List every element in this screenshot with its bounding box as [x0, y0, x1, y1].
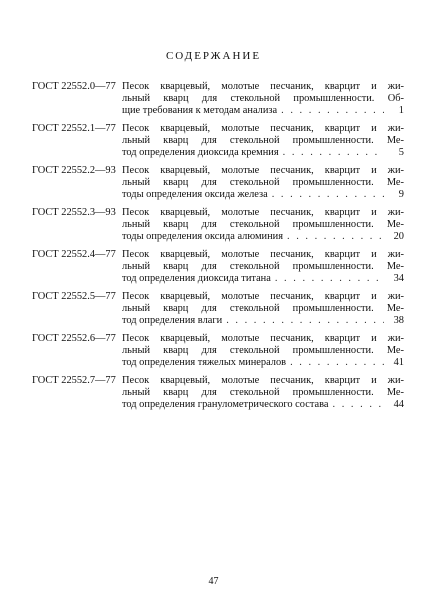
entry-line: тод определения тяжелых минералов — [122, 357, 287, 368]
toc-entry — [32, 123, 404, 159]
entry-text — [122, 375, 404, 411]
entry-last-line — [122, 357, 404, 369]
entry-line: Песок кварцевый, молотые песчаник, кварцит и жи- — [122, 291, 404, 302]
dot-leader — [333, 399, 384, 411]
entry-line: Песок кварцевый, молотые песчаник, кварцит и жи- — [122, 375, 404, 386]
dot-leader — [272, 189, 384, 201]
entry-line: льный кварц для стекольной промышленности. Об- — [122, 93, 404, 104]
entry-line: тод определения гранулометрического состава — [122, 399, 329, 410]
entry-line: тод определения диоксида титана — [122, 273, 271, 284]
entry-line: тод определения диоксида кремния — [122, 147, 279, 158]
entry-line: тоды определения оксида железа — [122, 189, 268, 200]
page-ref: 38 — [393, 315, 404, 326]
entry-line: Песок кварцевый, молотые песчаник, кварцит и жи- — [122, 249, 404, 260]
entry-line: Песок кварцевый, молотые песчаник, кварцит и жи- — [122, 333, 404, 344]
entry-line: Песок кварцевый, молотые песчаник, кварцит и жи- — [122, 165, 404, 176]
dot-leader — [287, 231, 384, 243]
entry-last-line — [122, 147, 404, 159]
toc-entry — [32, 291, 404, 327]
entry-line: Песок кварцевый, молотые песчаник, кварцит и жи- — [122, 81, 404, 92]
entry-line: тоды определения оксида алюминия — [122, 231, 283, 242]
entry-last-line — [122, 231, 404, 243]
entry-text — [122, 123, 404, 159]
entry-text — [122, 333, 404, 369]
page-ref: 41 — [393, 357, 404, 368]
page-ref: 9 — [398, 189, 404, 200]
page-number: 47 — [208, 576, 219, 587]
entry-line: щие требования к методам анализа — [122, 105, 278, 116]
entry-text — [122, 81, 404, 117]
entry-line: льный кварц для стекольной промышленности. Ме- — [122, 303, 404, 314]
page-ref: 34 — [393, 273, 404, 284]
dot-leader — [290, 357, 384, 369]
dot-leader — [226, 315, 384, 327]
entry-last-line — [122, 315, 404, 327]
toc-entry — [32, 207, 404, 243]
entry-line: Песок кварцевый, молотые песчаник, кварцит и жи- — [122, 123, 404, 134]
entry-text — [122, 165, 404, 201]
standard-code: ГОСТ 22552.2—93 — [32, 165, 116, 176]
entry-last-line — [122, 105, 404, 117]
entry-line: льный кварц для стекольной промышленности. Ме- — [122, 135, 404, 146]
dot-leader — [281, 105, 384, 117]
page-ref: 44 — [393, 399, 404, 410]
entry-text — [122, 207, 404, 243]
standard-code: ГОСТ 22552.6—77 — [32, 333, 116, 344]
page-ref: 5 — [398, 147, 404, 158]
toc-entry — [32, 375, 404, 411]
page-title: СОДЕРЖАНИЕ — [165, 50, 262, 62]
dot-leader — [275, 273, 384, 285]
entry-last-line — [122, 273, 404, 285]
entry-line: льный кварц для стекольной промышленности. Ме- — [122, 261, 404, 272]
standard-code: ГОСТ 22552.1—77 — [32, 123, 116, 134]
toc-entry — [32, 333, 404, 369]
entry-line: льный кварц для стекольной промышленности. Ме- — [122, 219, 404, 230]
entry-line: льный кварц для стекольной промышленности. Ме- — [122, 345, 404, 356]
dot-leader — [283, 147, 384, 159]
entry-line: льный кварц для стекольной промышленности. Ме- — [122, 177, 404, 188]
toc-entry — [32, 81, 404, 117]
entry-text — [122, 291, 404, 327]
page-ref: 1 — [398, 105, 404, 116]
table-of-contents — [32, 81, 404, 417]
page-ref: 20 — [393, 231, 404, 242]
entry-last-line — [122, 399, 404, 411]
standard-code: ГОСТ 22552.3—93 — [32, 207, 116, 218]
standard-code: ГОСТ 22552.4—77 — [32, 249, 116, 260]
entry-line: Песок кварцевый, молотые песчаник, кварцит и жи- — [122, 207, 404, 218]
entry-line: тод определения влаги — [122, 315, 223, 326]
entry-last-line — [122, 189, 404, 201]
standard-code: ГОСТ 22552.7—77 — [32, 375, 116, 386]
entry-line: льный кварц для стекольной промышленности. Ме- — [122, 387, 404, 398]
standard-code: ГОСТ 22552.5—77 — [32, 291, 116, 302]
toc-entry — [32, 165, 404, 201]
standard-code: ГОСТ 22552.0—77 — [32, 81, 116, 92]
entry-text — [122, 249, 404, 285]
toc-entry — [32, 249, 404, 285]
